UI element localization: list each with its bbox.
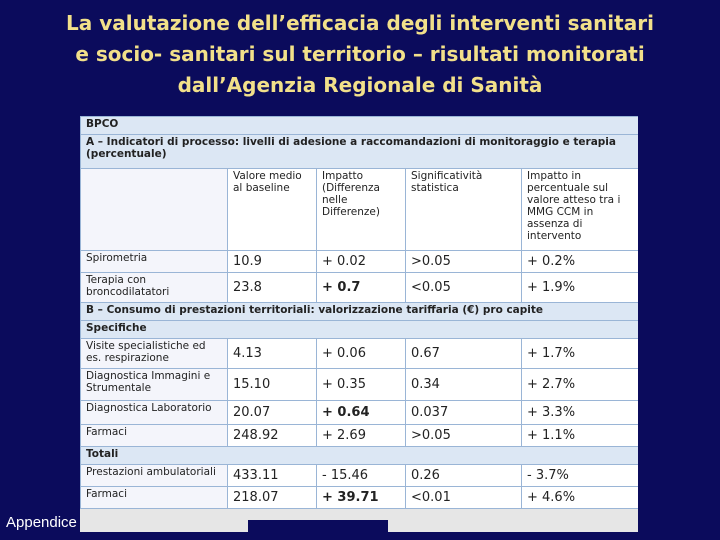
cell-baseline: 4.13 bbox=[228, 339, 317, 369]
totali-heading: Totali bbox=[81, 447, 639, 465]
cell-impact-pct: + 3.3% bbox=[522, 401, 639, 425]
cell-significance: 0.26 bbox=[406, 465, 522, 487]
section-a-heading: A – Indicatori di processo: livelli di adesione a raccomandazioni di monitoraggio e terapia (percentuale) bbox=[81, 135, 639, 169]
row-label: Visite specialistiche ed es. respirazione bbox=[81, 339, 228, 369]
cell-impact: - 15.46 bbox=[317, 465, 406, 487]
results-table bbox=[80, 116, 638, 509]
row-label: Farmaci bbox=[81, 487, 228, 509]
header-empty-cell bbox=[81, 169, 228, 251]
cell-impact-pct: + 1.9% bbox=[522, 273, 639, 303]
cell-impact-pct: + 1.1% bbox=[522, 425, 639, 447]
title-line-2: e socio- sanitari sul territorio – risultati monitorati bbox=[75, 42, 645, 66]
col-header-baseline: Valore medio al baseline bbox=[228, 169, 317, 251]
table-row bbox=[81, 273, 639, 303]
cell-significance: >0.05 bbox=[406, 425, 522, 447]
cell-impact: + 0.64 bbox=[317, 401, 406, 425]
cell-baseline: 15.10 bbox=[228, 369, 317, 401]
cell-significance: 0.34 bbox=[406, 369, 522, 401]
title-line-1: La valutazione dell’efficacia degli interventi sanitari bbox=[66, 11, 654, 35]
row-label: Farmaci bbox=[81, 425, 228, 447]
col-header-impact: Impatto (Differenza nelle Differenze) bbox=[317, 169, 406, 251]
cell-impact-pct: + 4.6% bbox=[522, 487, 639, 509]
results-table-image bbox=[80, 116, 638, 532]
cell-impact: + 0.7 bbox=[317, 273, 406, 303]
cell-significance: 0.037 bbox=[406, 401, 522, 425]
table-row bbox=[81, 401, 639, 425]
cell-baseline: 433.11 bbox=[228, 465, 317, 487]
table-row bbox=[81, 487, 639, 509]
cell-impact-pct: + 2.7% bbox=[522, 369, 639, 401]
row-label: Prestazioni ambulatoriali bbox=[81, 465, 228, 487]
table-row bbox=[81, 339, 639, 369]
cell-impact-pct: + 0.2% bbox=[522, 251, 639, 273]
cell-impact: + 0.06 bbox=[317, 339, 406, 369]
cell-impact: + 0.02 bbox=[317, 251, 406, 273]
cell-impact: + 2.69 bbox=[317, 425, 406, 447]
col-header-impact-pct: Impatto in percentuale sul valore atteso tra i MMG CCM in assenza di intervento bbox=[522, 169, 639, 251]
row-label: Diagnostica Immagini e Strumentale bbox=[81, 369, 228, 401]
table-row bbox=[81, 465, 639, 487]
cell-impact: + 39.71 bbox=[317, 487, 406, 509]
row-label: Diagnostica Laboratorio bbox=[81, 401, 228, 425]
footer-overlay-bar bbox=[248, 520, 388, 534]
table-row bbox=[81, 251, 639, 273]
cell-baseline: 218.07 bbox=[228, 487, 317, 509]
section-b-heading: B – Consumo di prestazioni territoriali: valorizzazione tariffaria (€) pro capite bbox=[81, 303, 639, 321]
row-label: Spirometria bbox=[81, 251, 228, 273]
specifiche-heading: Specifiche bbox=[81, 321, 639, 339]
cell-significance: <0.01 bbox=[406, 487, 522, 509]
cell-significance: 0.67 bbox=[406, 339, 522, 369]
title-line-3: dall’Agenzia Regionale di Sanità bbox=[177, 73, 543, 97]
slide-title bbox=[0, 8, 720, 101]
table-row bbox=[81, 425, 639, 447]
cell-baseline: 20.07 bbox=[228, 401, 317, 425]
cell-baseline: 23.8 bbox=[228, 273, 317, 303]
col-header-significance: Significatività statistica bbox=[406, 169, 522, 251]
cell-significance: >0.05 bbox=[406, 251, 522, 273]
cell-baseline: 10.9 bbox=[228, 251, 317, 273]
cell-impact-pct: - 3.7% bbox=[522, 465, 639, 487]
table-heading: BPCO bbox=[81, 117, 639, 135]
table-row bbox=[81, 369, 639, 401]
cell-impact: + 0.35 bbox=[317, 369, 406, 401]
row-label: Terapia con broncodilatatori bbox=[81, 273, 228, 303]
cell-impact-pct: + 1.7% bbox=[522, 339, 639, 369]
cell-significance: <0.05 bbox=[406, 273, 522, 303]
cell-baseline: 248.92 bbox=[228, 425, 317, 447]
footer-text: Appendice bbox=[6, 514, 77, 531]
